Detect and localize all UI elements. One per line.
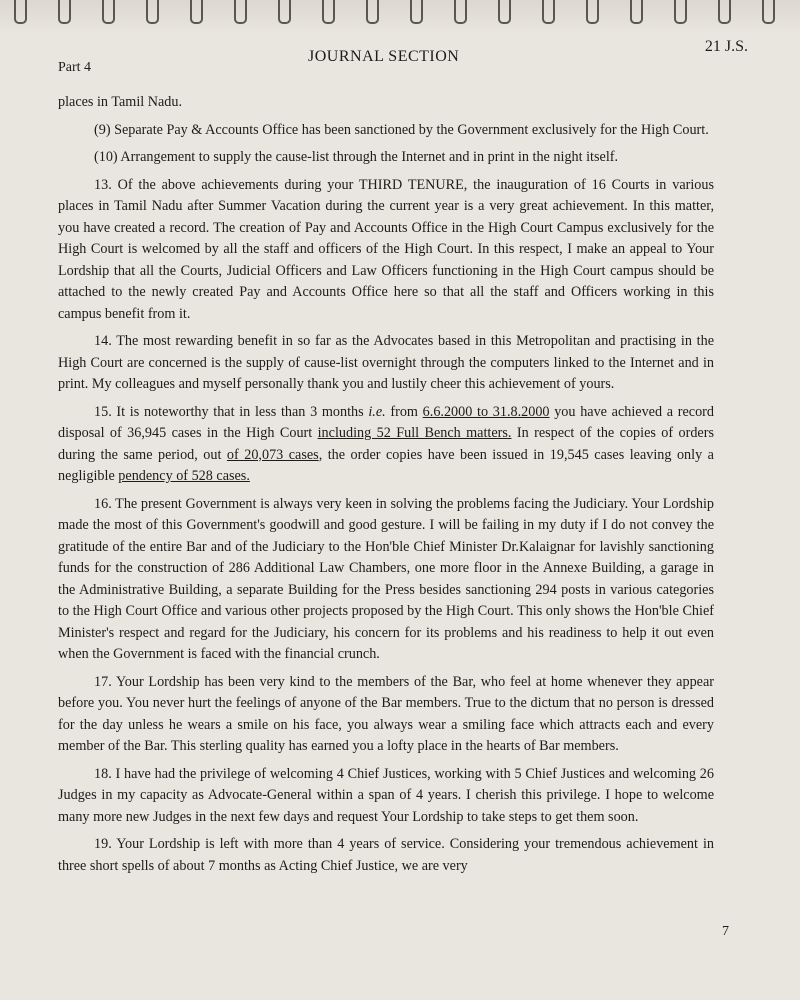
paragraph: 14. The most rewarding benefit in so far as the Advocates based in this Metropolitan and practising in the High Court are concerned is the supply of cause-list overnight through the computers linked to the Internet and in print. My colleagues and myself personally thank you and lustily cheer this achievement of yours. — [58, 333, 714, 392]
text-run-italic: i.e. — [368, 403, 386, 420]
paragraph-15 — [58, 402, 714, 488]
text-run: 15. It is noteworthy that in less than 3 months — [94, 403, 369, 420]
binding-ring — [146, 0, 159, 24]
paragraph: 19. Your Lordship is left with more than 4 years of service. Considering your tremendous achievement in three short spells of about 7 months as Acting Chief Justice, we are very — [58, 836, 714, 874]
binding-ring — [454, 0, 467, 24]
binding-ring — [586, 0, 599, 24]
page-number: 7 — [722, 924, 729, 939]
binding-ring — [762, 0, 775, 24]
document-body — [58, 92, 714, 883]
underlined-copies: of 20,073 cases — [226, 446, 319, 463]
section-title: JOURNAL SECTION — [308, 48, 460, 65]
underlined-full-bench: including 52 Full Bench matters. — [317, 425, 512, 441]
page-reference: 21 J.S. — [704, 38, 748, 55]
page-header — [58, 38, 748, 78]
paragraph: 16. The present Government is always very keen in solving the problems facing the Judiciary. Your Lordship made the most of this Government's goodwill and good gesture. I will be failing in my duty if I do not convey the gratitude of the entire Bar and of the Judiciary to the Hon'ble Chief Minister Dr.Kalaignar for lavishly sanctioning funds for the construction of 286 Additional Law Chambers, one more floor in the Annexe Building, a garage in the Administrative Building, a separate Building for the Press besides sanctioning 294 posts in various categories to the High Court Office and various other projects proposed by the High Court. This only shows the Hon'ble Chief Minister's respect and regard for the Judiciary, his concern for its problems and his readiness to help it out even when the Government is faced with the financial crunch. — [58, 495, 714, 662]
binding-ring — [630, 0, 643, 24]
part-label: Part 4 — [58, 60, 92, 75]
binding-ring — [718, 0, 731, 24]
paragraph: (9) Separate Pay & Accounts Office has been sanctioned by the Government exclusively for the High Court. — [94, 121, 709, 138]
binding-ring — [14, 0, 27, 24]
underlined-date-range: 6.6.2000 to 31.8.2000 — [422, 403, 550, 420]
binding-ring — [58, 0, 71, 24]
binding-ring — [190, 0, 203, 24]
binding-ring — [674, 0, 687, 24]
underlined-pendency: pendency of 528 cases. — [118, 468, 250, 484]
paragraph: 18. I have had the privilege of welcoming 4 Chief Justices, working with 5 Chief Justices and welcoming 26 Judges in my capacity as Advocate-General within a span of 4 years. I cherish this privilege. I hope to welcome many more new Judges in the next few days and request Your Lordship to take steps to get them soon. — [58, 765, 714, 825]
text-run: you have achieved a record disposal of 36,945 cases in the High Court — [58, 403, 714, 441]
paragraph: places in Tamil Nadu. — [58, 94, 183, 110]
spiral-binding — [0, 0, 800, 34]
binding-ring — [102, 0, 115, 24]
binding-ring — [542, 0, 555, 24]
paragraph: 17. Your Lordship has been very kind to the members of the Bar, who feel at home whenever they appear before you. You never hurt the feelings of anyone of the Bar members. True to the dictum that no person is dressed for the day unless he wears a smile on his face, you always wear a smiling face which attracts each and every member of the Bar. This sterling quality has earned you a lofty place in the hearts of Bar members. — [58, 673, 714, 754]
binding-ring — [366, 0, 379, 24]
paragraph: 13. Of the above achievements during your THIRD TENURE, the inauguration of 16 Courts in various places in Tamil Nadu after Summer Vacation during the current year is a very great achievement. In this matter, you have created a record. The creation of Pay and Accounts Office in the High Court Campus exclusively for the High Court is welcomed by all the staff and officers of the High Court. In this respect, I make an appeal to Your Lordship that all the Courts, Judicial Officers and Law Officers functioning in the High Court campus should be attached to the newly created Pay and Accounts Office here so that all the staff and Officers working in this campus benefit from it. — [58, 176, 714, 322]
binding-ring — [278, 0, 291, 24]
text-run: from — [385, 403, 423, 420]
text-run: In respect of the copies of orders during the same period, out — [58, 425, 714, 463]
binding-ring — [322, 0, 335, 24]
binding-ring — [498, 0, 511, 24]
binding-ring — [234, 0, 247, 24]
paragraph: (10) Arrangement to supply the cause-list through the Internet and in print in the night itself. — [94, 149, 619, 165]
text-run: , the order copies have been issued in 19,545 cases leaving only a negligible — [58, 446, 714, 484]
binding-ring — [410, 0, 423, 24]
